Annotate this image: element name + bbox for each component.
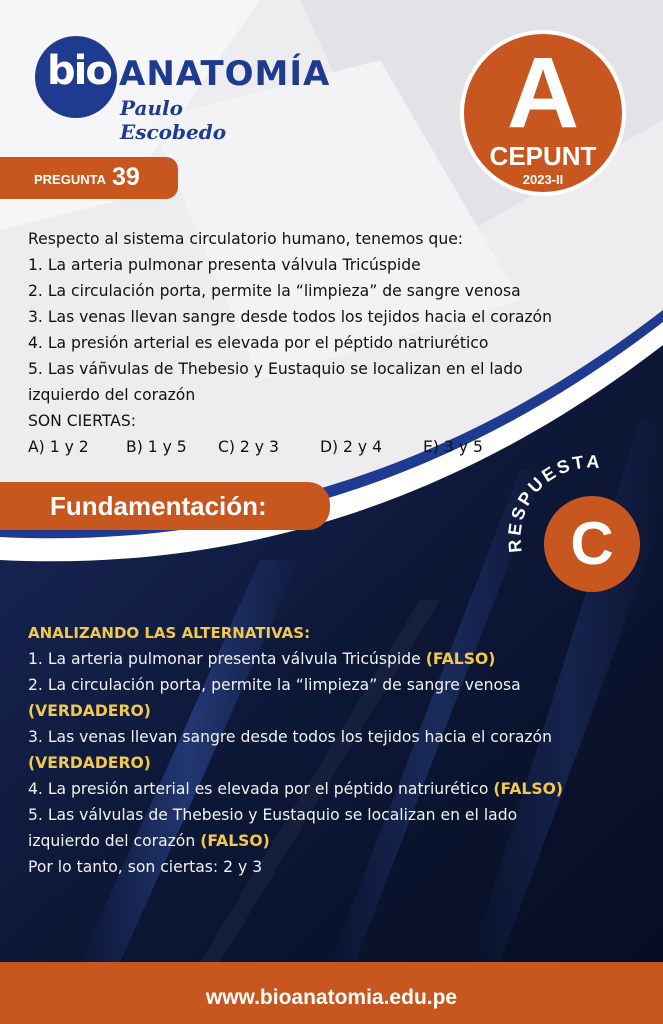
brand-logo: [35, 36, 331, 144]
option-c: C) 2 y 3: [218, 438, 279, 456]
badge-letter: A: [506, 37, 580, 149]
analysis-line-3: 3. Las venas llevan sangre desde todos los tejidos hacia el corazón: [28, 728, 552, 746]
question-tag: [0, 157, 178, 199]
option-d: D) 2 y 4: [320, 438, 383, 456]
analysis-line-5b-text: izquierdo del corazón: [28, 832, 201, 850]
statement-4: 4. La presión arterial es elevada por el péptido natriurético: [28, 334, 489, 352]
analysis-line-1: [28, 646, 638, 672]
option-e: E) 3 y 5: [423, 438, 483, 456]
question-number: 39: [112, 163, 140, 191]
statement-3: 3. Las venas llevan sangre desde todos los tejidos hacia el corazón: [28, 308, 552, 326]
exam-badge: [460, 30, 626, 196]
statement-5-cont: izquierdo del corazón: [28, 386, 196, 404]
question-tag-label: PREGUNTA: [34, 172, 106, 187]
analysis-line-1-text: 1. La arteria pulmonar presenta válvula Tricúspide: [28, 650, 426, 668]
analysis-line-4: [28, 776, 638, 802]
statement-1: 1. La arteria pulmonar presenta válvula Tricúspide: [28, 256, 421, 274]
analysis-line-5: 5. Las válvulas de Thebesio y Eustaquio se localizan en el lado: [28, 806, 518, 824]
verdict-1: (FALSO): [425, 650, 496, 668]
statement-2: 2. La circulación porta, permite la “limpieza” de sangre venosa: [28, 282, 521, 300]
question-prompt: SON CIERTAS:: [28, 412, 136, 430]
question-block: [28, 226, 638, 460]
badge-exam: CEPUNT: [489, 141, 597, 171]
verdict-2: (VERDADERO): [28, 702, 151, 720]
analysis-line-5-cont: [28, 828, 638, 854]
answer-letter: C: [544, 496, 640, 592]
analysis-line-4-text: 4. La presión arterial es elevada por el péptido natriurético: [28, 780, 494, 798]
answer-label: RESPUESTA: [504, 452, 603, 554]
logo-bio-text: bio: [47, 48, 111, 94]
analysis-conclusion: Por lo tanto, son ciertas: 2 y 3: [28, 858, 263, 876]
option-b: B) 1 y 5: [126, 438, 187, 456]
analysis-line-2: 2. La circulación porta, permite la “limpieza” de sangre venosa: [28, 676, 521, 694]
analysis-heading: ANALIZANDO LAS ALTERNATIVAS:: [28, 624, 311, 642]
fundamentacion-banner: Fundamentación:: [0, 482, 330, 530]
logo-anatomia-text: ANATOMÍA: [119, 54, 331, 94]
verdict-3: (VERDADERO): [28, 754, 151, 772]
question-stem: Respecto al sistema circulatorio humano, tenemos que:: [28, 230, 464, 248]
badge-year: 2023-II: [522, 172, 564, 187]
statement-5: 5. Las váñvulas de Thebesio y Eustaquio se localizan en el lado: [28, 360, 523, 378]
analysis-block: [28, 620, 638, 880]
footer-url-link[interactable]: www.bioanatomia.edu.pe: [205, 986, 458, 1009]
verdict-5: (FALSO): [200, 832, 270, 850]
logo-author-text: Paulo Escobedo: [120, 96, 227, 144]
option-a: A) 1 y 2: [28, 438, 89, 456]
verdict-4: (FALSO): [493, 780, 563, 798]
